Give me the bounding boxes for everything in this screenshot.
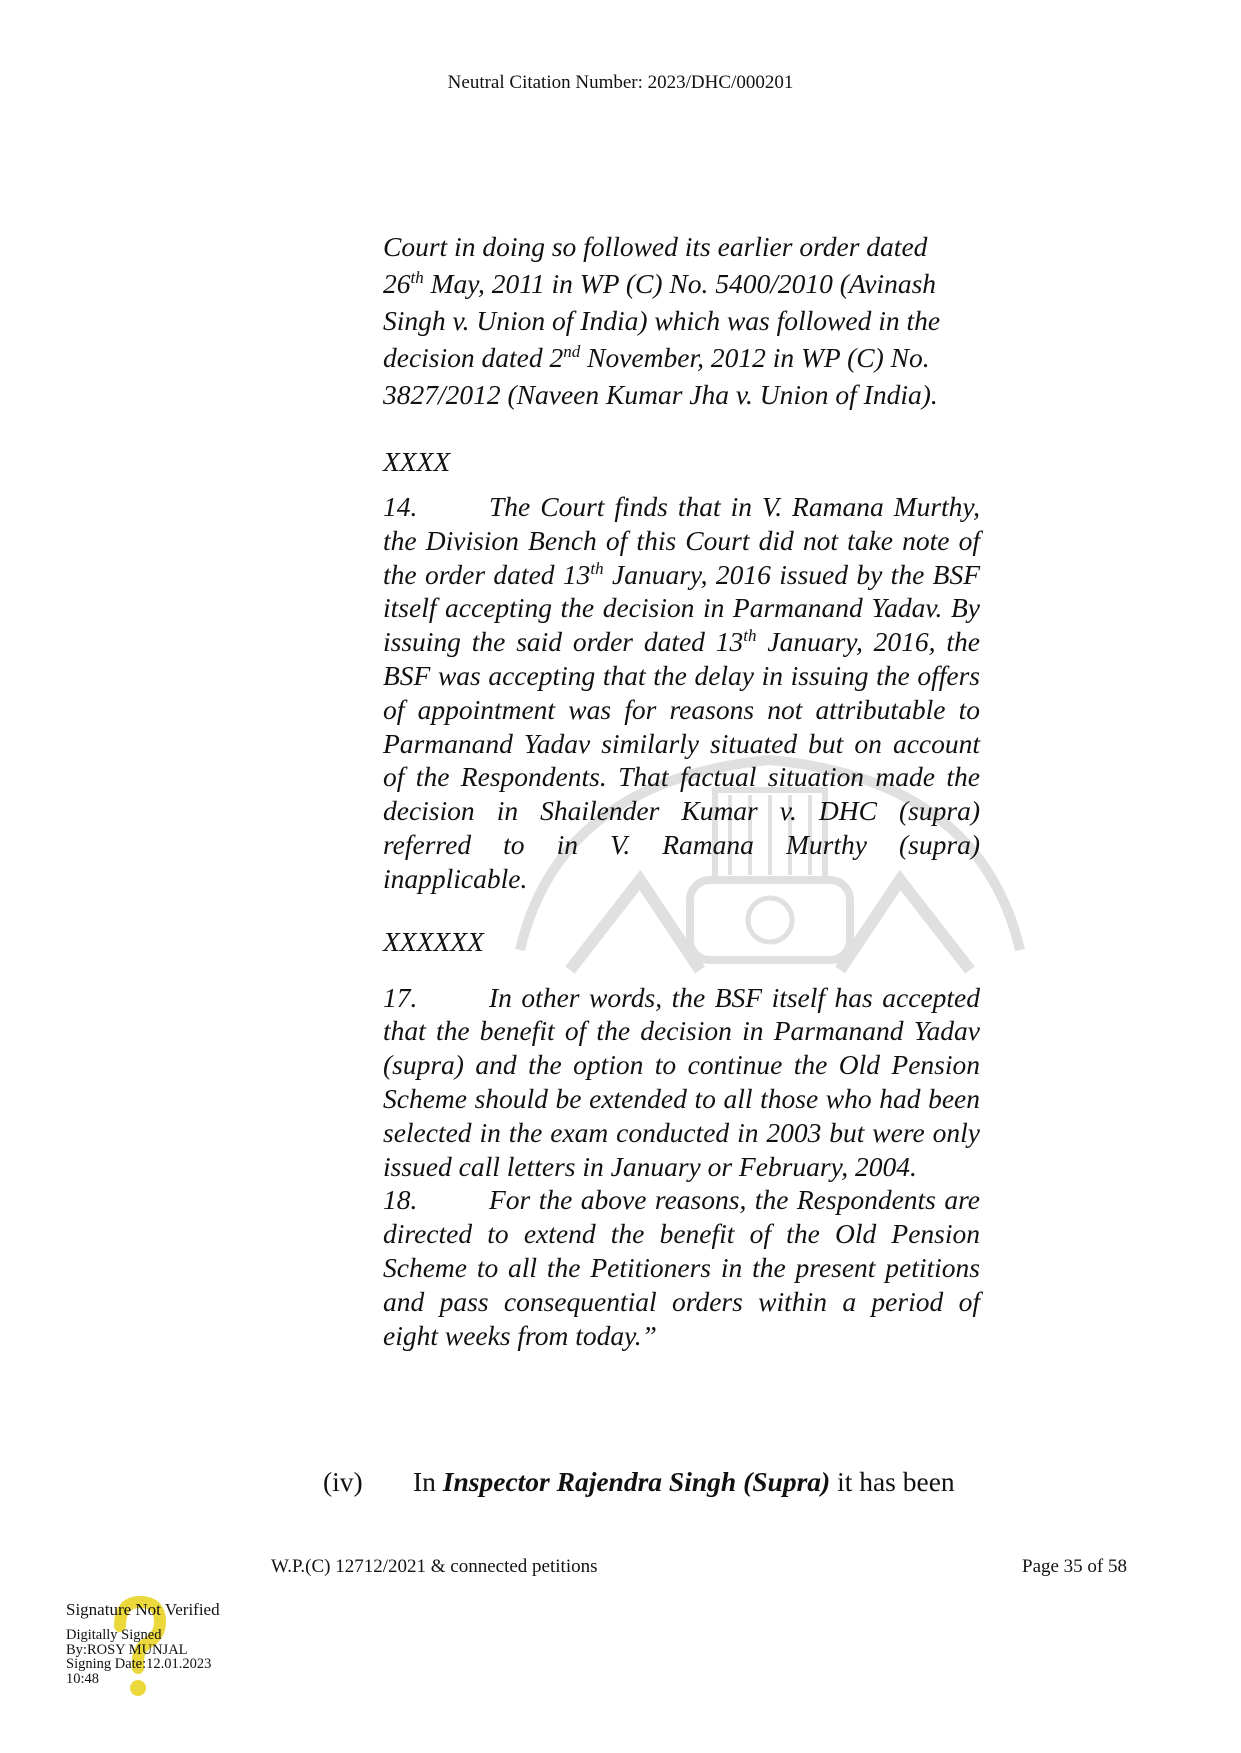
footer-page-number: Page 35 of 58 [1022,1556,1128,1577]
quote-line: 26th May, 2011 in WP (C) No. 5400/2010 (Avinash [383,267,937,299]
list-item-label: (iv) [323,1466,363,1497]
omission-separator: XXXX [383,446,451,477]
quote-line: Singh v. Union of India) which was followed in the [383,305,941,336]
case-name: Inspector Rajendra Singh (Supra) [442,1466,831,1497]
paragraph-18: 18. For the above reasons, the Respondents are directed to extend the benefit of the Old Pension Scheme to all the Petitioners in the present petitions and pass consequential orders within a period of eight weeks from today.” [383,1184,980,1351]
paragraph-14: 14. The Court finds that in V. Ramana Murthy, the Division Bench of this Court did not take note of the order dated 13th January, 2016 issued by the BSF itself accepting the decision in Parmanand Yadav. By issuing the said order dated 13th January, 2016, the BSF was accepting that the delay in issuing the offers of appointment was for reasons not attributable to Parmanand Yadav similarly situated but on account of the Respondents. That factual situation made the decision in Shailender Kumar v. DHC (supra) referred to in V. Ramana Murthy (supra) inapplicable. [383,491,980,894]
paragraph-number: 14. [383,491,418,522]
footer-case-reference: W.P.(C) 12712/2021 & connected petitions [271,1556,598,1577]
quote-opening [383,228,980,413]
paragraph-number: 18. [383,1184,418,1216]
quote-line: Court in doing so followed its earlier order dated [383,231,928,262]
list-item-iv: (iv) In Inspector Rajendra Singh (Supra) it has been [323,1466,955,1497]
quote-line: decision dated 2nd November, 2012 in WP (C) No. [383,341,930,373]
paragraph-17: 17. In other words, the BSF itself has accepted that the benefit of the decision in Parmanand Yadav (supra) and the option to continue the Old Pension Scheme should be extended to all those who had been selected in the exam conducted in 2003 but were only issued call letters in January or February, 2004. [383,981,980,1182]
paragraph-number: 17. [383,981,418,1013]
quoted-judgment-text [383,228,980,1352]
neutral-citation-header: Neutral Citation Number: 2023/DHC/000201 [447,72,794,93]
quote-line: 3827/2012 (Naveen Kumar Jha v. Union of India). [383,379,938,410]
signature-status: Signature Not Verified [66,1600,220,1619]
signature-details: Digitally Signed By:ROSY MUNJAL Signing Date:12.01.2023 10:48 [66,1627,212,1687]
omission-separator: XXXXXX [383,925,484,957]
